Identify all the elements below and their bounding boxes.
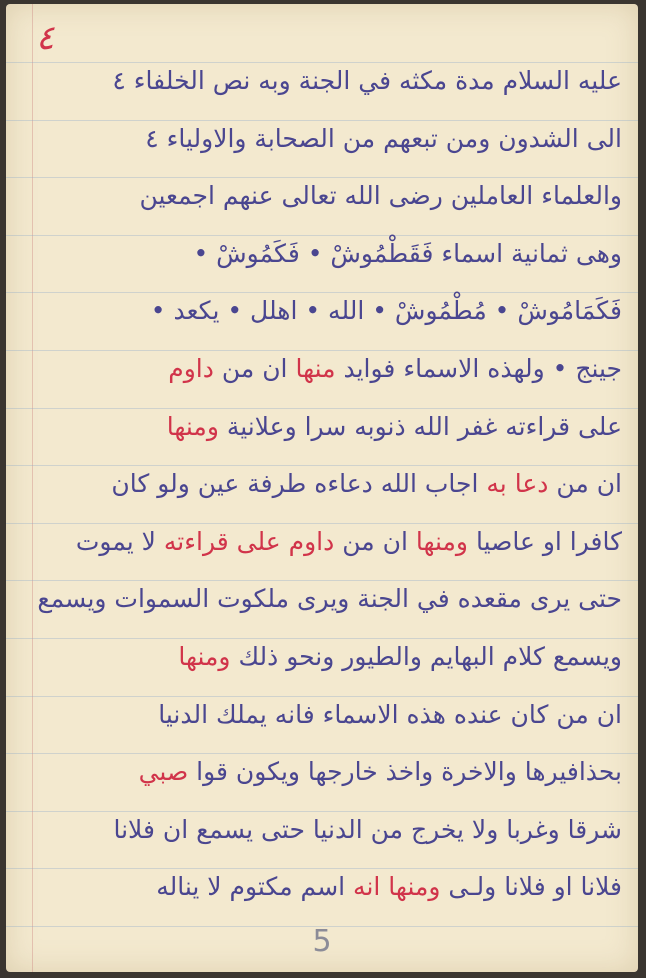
line-text: ان من xyxy=(334,526,416,556)
line-text: ان من xyxy=(548,469,622,499)
rubric-text: ومنها xyxy=(166,411,219,441)
line-text: فلانا او فلانا ولـى xyxy=(440,872,622,902)
line-text: ان من كان عنده هذه الاسماء فانه يملك الدنيا xyxy=(158,699,622,729)
rubric-text: داوم على قراءته xyxy=(163,526,335,556)
manuscript-line xyxy=(34,167,622,225)
manuscript-line xyxy=(34,340,622,398)
line-text: الى الشدون ومن تبعهم من الصحابة والاولياء ٤ xyxy=(145,123,622,153)
rubric-text: دعا به xyxy=(486,469,549,499)
line-text: لا يموت xyxy=(75,526,164,556)
manuscript-line xyxy=(34,858,622,916)
manuscript-line xyxy=(34,570,622,628)
line-text: اجاب الله دعاءه طرفة عين ولو كان xyxy=(111,469,487,499)
manuscript-line xyxy=(34,686,622,744)
manuscript-line xyxy=(34,225,622,283)
line-text: حتى يرى مقعده في الجنة ويرى ملكوت السموات ويسمع xyxy=(37,584,622,614)
manuscript-line xyxy=(34,628,622,686)
line-text: جينج • ولهذه الاسماء فوايد xyxy=(335,353,622,383)
line-text: فَكَمَامُوشْ • مُطْمُوشْ • الله • اهلل • يكعد • xyxy=(150,296,622,326)
rubric-text: ومنها xyxy=(178,641,231,671)
line-text: اسم مكتوم لا يناله xyxy=(156,872,354,902)
manuscript-line xyxy=(34,52,622,110)
line-text: ويسمع كلام البهايم والطيور ونحو ذلك xyxy=(230,641,622,671)
manuscript-line xyxy=(34,513,622,571)
manuscript-line xyxy=(34,282,622,340)
margin-line xyxy=(32,4,33,972)
line-text: شرقا وغربا ولا يخرج من الدنيا حتى يسمع ان فلانا xyxy=(113,814,622,844)
line-text: ان من xyxy=(213,353,296,383)
manuscript-page xyxy=(6,4,638,972)
page-number: ٤ xyxy=(36,18,55,58)
manuscript-line xyxy=(34,743,622,801)
rubric-text: داوم xyxy=(168,353,214,383)
rubric-text: منها xyxy=(295,353,336,383)
line-text: والعلماء العاملين رضى الله تعالى عنهم اجمعين xyxy=(139,181,622,211)
manuscript-line xyxy=(34,110,622,168)
rubric-text: صبي xyxy=(138,757,189,787)
line-text: وهى ثمانية اسماء فَقَطْمُوشْ • فَكَمُوشْ • xyxy=(193,238,622,268)
text-block xyxy=(34,52,622,916)
rubric-text: ومنها انه xyxy=(353,872,441,902)
line-text: عليه السلام مدة مكثه في الجنة وبه نص الخلفاء ٤ xyxy=(112,66,622,95)
folio-number: 5 xyxy=(312,924,332,959)
manuscript-line xyxy=(34,455,622,513)
line-text: بحذافيرها والاخرة واخذ خارجها ويكون قوا xyxy=(188,757,622,787)
rubric-text: ومنها xyxy=(415,526,468,556)
manuscript-line xyxy=(34,801,622,859)
line-text: على قراءته غفر الله ذنوبه سرا وعلانية xyxy=(218,411,622,441)
line-text: كافرا او عاصيا xyxy=(468,526,622,556)
manuscript-line xyxy=(34,398,622,456)
